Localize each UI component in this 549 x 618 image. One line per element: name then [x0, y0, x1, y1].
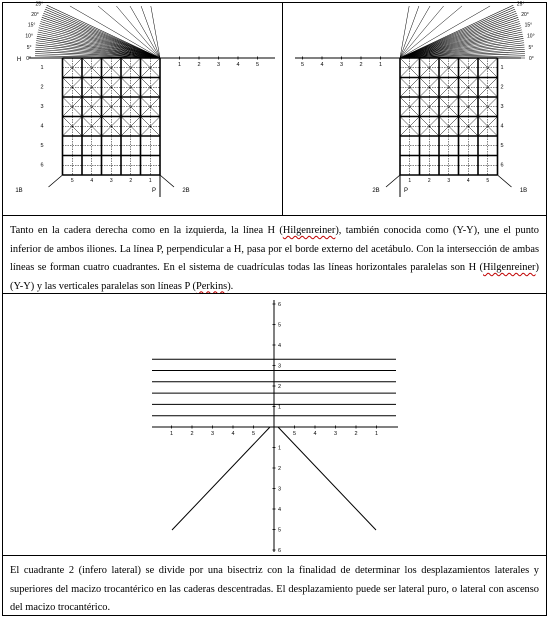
v-tick-label: 1 — [40, 64, 44, 71]
angle-ray — [46, 7, 160, 58]
bisector-2b — [160, 175, 174, 187]
angle-ray — [400, 19, 519, 58]
v-tick-label-up: 2 — [278, 384, 282, 390]
v-tick-label: 3 — [40, 103, 44, 110]
h-tick-label: 4 — [313, 431, 317, 437]
bottom-tick-label: 1 — [408, 178, 412, 184]
bottom-tick-label: 4 — [466, 178, 470, 184]
label-2b: 2B — [372, 188, 380, 194]
h-tick-label: 3 — [333, 431, 338, 437]
figure-bisector-quadrant — [2, 293, 547, 556]
h-tick-label: 3 — [210, 431, 215, 437]
h-tick-label: 3 — [339, 62, 344, 68]
hip-grid-diagram-left — [3, 3, 284, 217]
v-tick-label-up: 6 — [278, 302, 282, 308]
paragraph-bisector: El cuadrante 2 (infero lateral) se divide por una bisectriz con la finalidad de determinar los desplazamientos laterales y superiores del macizo trocantérico en las caderas descentradas. El desplazamiento puede ser lateral puro, o lateral con ascenso del macizo trocantérico. — [10, 565, 539, 613]
bisector-right — [278, 427, 379, 530]
label-p: P — [404, 188, 409, 194]
bisector-1b — [49, 175, 63, 187]
h-tick-label: 5 — [300, 62, 305, 68]
label-2b: 2B — [182, 188, 190, 194]
v-tick-label-down: 4 — [278, 507, 282, 513]
h-tick-label: 1 — [177, 62, 182, 68]
angle-label: 25° — [35, 1, 44, 8]
h-tick-label: 5 — [255, 62, 260, 68]
v-tick-label: 2 — [40, 84, 44, 91]
v-tick-label-down: 1 — [278, 445, 282, 452]
bottom-tick-label: 1 — [148, 178, 152, 184]
v-tick-label-down: 3 — [278, 486, 282, 493]
label-1b: 1B — [15, 188, 23, 194]
angle-label: 15° — [524, 22, 533, 29]
v-tick-label-down: 2 — [278, 466, 282, 472]
h-tick-label: 4 — [231, 431, 235, 437]
angle-label: 5° — [528, 44, 534, 51]
text-segment: Tanto en la cadera derecha como en la izquierda, la línea H ( — [10, 225, 283, 236]
v-tick-label: 3 — [500, 103, 504, 110]
label-1b: 1B — [519, 188, 528, 194]
h-tick-label: 2 — [197, 62, 201, 68]
bottom-tick-label: 3 — [447, 178, 451, 184]
h-tick-label: 5 — [292, 431, 297, 437]
v-tick-label: 2 — [500, 84, 504, 91]
v-tick-label: 4 — [500, 123, 504, 130]
v-tick-label: 5 — [40, 142, 44, 149]
v-tick-label-up: 4 — [278, 343, 282, 349]
bottom-tick-label: 3 — [109, 178, 113, 184]
term-perkins: Perkins — [196, 280, 228, 292]
v-tick-label: 1 — [500, 64, 504, 71]
figure-right-hip-grid — [282, 2, 547, 216]
term-hilgenreiner: Hilgenreiner — [483, 262, 536, 273]
h-tick-label: 2 — [190, 431, 194, 437]
h-tick-label: 2 — [359, 62, 363, 68]
angle-label: 0° — [529, 56, 534, 62]
angle-ray — [400, 7, 514, 58]
v-tick-label-down: 5 — [278, 527, 282, 534]
term-hilgenreiner: Hilgenreiner — [282, 225, 336, 236]
hip-grid-diagram-right — [283, 3, 548, 217]
bisector-left — [169, 427, 270, 530]
angle-label: 15° — [27, 22, 36, 29]
description-grid-system — [2, 215, 547, 294]
h-tick-label: 4 — [236, 62, 240, 68]
angle-label: 20° — [521, 11, 529, 18]
angle-label: 20° — [31, 11, 39, 18]
h-tick-label: 1 — [378, 62, 383, 68]
paragraph-grid-system — [10, 222, 539, 296]
bottom-tick-label: 5 — [70, 178, 74, 184]
v-tick-label-up: 5 — [278, 322, 282, 329]
description-bisector — [2, 555, 547, 616]
h-tick-label: 2 — [354, 431, 358, 437]
figure-left-hip-grid — [2, 2, 283, 216]
label-p: P — [151, 188, 156, 194]
v-tick-label: 4 — [40, 123, 44, 130]
v-tick-label: 5 — [500, 142, 504, 149]
label-h: H — [16, 57, 22, 63]
angle-ray — [41, 19, 160, 58]
text-segment: ) (Y-Y) y las verticales paralelas son líneas P ( — [10, 262, 539, 292]
angle-label: 5° — [26, 44, 32, 51]
angle-label: 10° — [25, 33, 33, 40]
bottom-tick-label: 2 — [427, 178, 431, 184]
bisector-1b — [498, 175, 512, 187]
bottom-tick-label: 4 — [90, 178, 94, 184]
text-segment: ), también conocida como (Y-Y), une el punto inferior de ambos iliones. La línea P, perpendicular a H, pasa por el borde externo del acetábulo. Con la intersección de ambas líneas se forman cuatro cuadrantes. En el sistema de cuadrículas todas las líneas horizontales paralelas son H ( — [10, 225, 539, 273]
v-tick-label: 6 — [40, 162, 44, 169]
angle-label: 10° — [527, 33, 535, 40]
bisector-2b — [386, 175, 400, 187]
h-tick-label: 1 — [374, 431, 379, 437]
bisector-diagram — [3, 294, 548, 557]
h-tick-label: 4 — [320, 62, 324, 68]
angle-label: 25° — [516, 1, 525, 8]
h-tick-label: 5 — [251, 431, 256, 437]
bottom-tick-label: 2 — [129, 178, 133, 184]
h-tick-label: 3 — [216, 62, 221, 68]
v-tick-label: 6 — [500, 162, 504, 169]
h-tick-label: 1 — [169, 431, 174, 437]
bottom-tick-label: 5 — [486, 178, 490, 184]
angle-label: 0° — [26, 56, 31, 62]
v-tick-label-down: 6 — [278, 548, 282, 554]
v-tick-label-up: 1 — [278, 404, 282, 411]
v-tick-label-up: 3 — [278, 363, 282, 370]
text-segment: ). — [227, 280, 234, 292]
